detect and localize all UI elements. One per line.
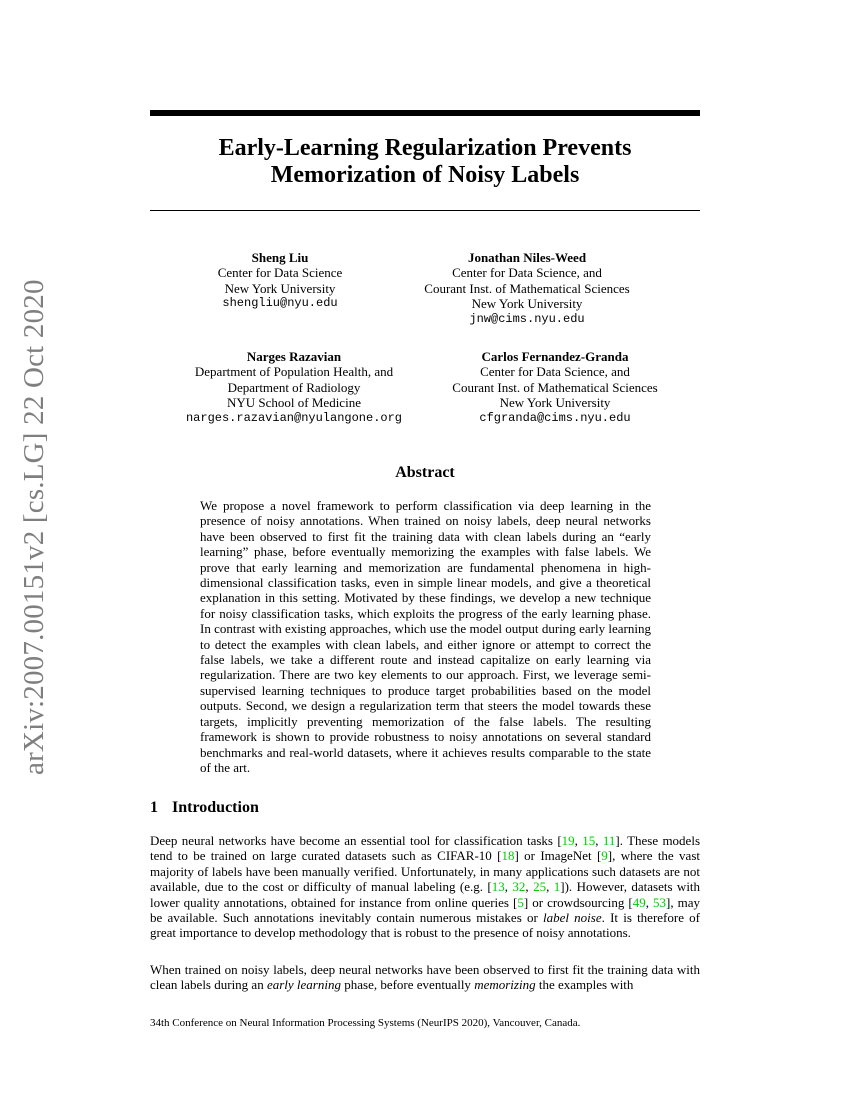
text-run: , [525, 879, 534, 895]
emphasis: early learning [266, 977, 341, 993]
text-run: ], where the vast majority of labels have been manually verified. Unfortunately, in many applications such datasets are not available, due to the cost or difficulty of manual labeling (e.g. [ [150, 848, 700, 895]
title-line-2: Memorization of Noisy Labels [270, 162, 580, 188]
citation-link[interactable]: 5 [517, 894, 524, 910]
conference-footnote: 34th Conference on Neural Information Processing Systems (NeurIPS 2020), Vancouver, Canada. [150, 1017, 581, 1029]
text-run: Deep neural networks have become an essential tool for classification tasks [ [150, 833, 562, 848]
abstract-heading: Abstract [395, 464, 455, 481]
citation-link[interactable]: 19 [561, 833, 575, 848]
author-affiliation: Courant Inst. of Mathematical Sciences [424, 280, 630, 296]
citation-link[interactable]: 13 [491, 879, 505, 895]
text-run: , [595, 833, 603, 848]
author-affiliation: New York University [471, 296, 583, 312]
author-block-1 [180, 250, 380, 312]
author-name: Narges Razavian [246, 349, 342, 364]
citation-link[interactable]: 9 [601, 848, 608, 864]
author-email: narges.razavian@nyulangone.org [185, 410, 403, 425]
author-affiliation: Department of Population Health, and [194, 364, 394, 380]
author-affiliation: New York University [224, 280, 336, 296]
intro-paragraph-2 [150, 962, 700, 993]
author-affiliation: Center for Data Science, and [480, 364, 630, 380]
author-block-4 [430, 349, 680, 426]
author-email: cfgranda@cims.nyu.edu [479, 410, 631, 425]
author-name: Jonathan Niles-Weed [467, 250, 587, 265]
text-run: ]. These models tend to be trained on large curated datasets such as CIFAR-10 [ [150, 833, 700, 864]
text-run: , [546, 879, 554, 895]
citation-link[interactable]: 18 [501, 848, 515, 864]
text-run: the examples with [535, 977, 634, 993]
emphasis: label noise [542, 910, 602, 926]
author-affiliation: Center for Data Science, and [452, 265, 602, 281]
text-run: , [504, 879, 513, 895]
section-number: 1 [150, 799, 158, 816]
author-affiliation: NYU School of Medicine [227, 395, 361, 411]
title-top-rule [150, 110, 700, 116]
author-name: Sheng Liu [251, 250, 309, 265]
citation-link[interactable]: 32 [512, 879, 526, 895]
author-affiliation: Department of Radiology [227, 379, 361, 395]
text-run: ] or ImageNet [ [514, 848, 602, 864]
text-run: . It is therefore of great importance to develop methodology that is robust to the presence of noisy annotations. [150, 910, 701, 941]
author-name: Carlos Fernandez-Granda [481, 349, 629, 364]
author-affiliation: New York University [499, 395, 611, 411]
author-email: shengliu@nyu.edu [222, 296, 338, 311]
author-affiliation: Center for Data Science [217, 265, 343, 281]
text-run: , [574, 833, 583, 848]
text-run: When trained on noisy labels, deep neural networks have been observed to first fit the training data with clean labels during an [150, 962, 700, 993]
abstract-text: We propose a novel framework to perform classification via deep learning in the presence of noisy annotations. When trained on noisy labels, deep neural networks have been observed to first fit the training data with clean labels during an “early learning” phase, before eventually memorizing the examples with false labels. We prove that early learning and memorization are fundamental phenomena in high-dimensional classification tasks, even in simple linear models, and give a theoretical explanation in this setting. Motivated by these findings, we develop a new technique for noisy classification tasks, which exploits the progress of the early learning phase. In contrast with existing approaches, which use the model output during early learning to detect the examples with clean labels, and either ignore or attempt to correct the false labels, we take a different route and instead capitalize on early learning via regularization. There are two key elements to our approach. First, we leverage semi-supervised learning techniques to produce target probabilities based on the model outputs. Second, we design a regularization term that steers the model towards these targets, implicitly preventing memorization of the false labels. The resulting framework is shown to provide robustness to noisy annotations on several standard benchmarks and real-world datasets, where it achieves results comparable to the state of the art. [200, 498, 651, 775]
title-line-1: Early-Learning Regularization Prevents [218, 135, 632, 161]
citation-link[interactable]: 11 [602, 833, 616, 848]
citation-link[interactable]: 15 [582, 833, 596, 848]
title-bottom-rule [150, 210, 700, 211]
arxiv-identifier: arXiv:2007.00151v2 [cs.LG] 22 Oct 2020 [18, 279, 50, 775]
citation-link[interactable]: 1 [553, 879, 561, 895]
author-email: jnw@cims.nyu.edu [469, 311, 585, 326]
author-block-3 [170, 349, 418, 426]
section-title: Introduction [172, 799, 259, 816]
author-block-2 [402, 250, 652, 327]
text-run: ]). However, datasets with lower quality annotations, obtained for instance from online queries [ [150, 879, 701, 910]
text-run: phase, before eventually [340, 977, 475, 993]
section-heading-introduction [150, 799, 259, 817]
citation-link[interactable]: 49 [632, 894, 646, 910]
citation-link[interactable]: 53 [653, 894, 667, 910]
text-run: , [645, 894, 654, 910]
emphasis: memorizing [474, 977, 536, 993]
paper-title [150, 135, 700, 189]
text-run: ], may be available. Such annotations inevitably contain numerous mistakes or [150, 894, 701, 926]
intro-paragraph-1 [150, 833, 700, 941]
text-run: ] or crowdsourcing [ [523, 894, 633, 910]
citation-link[interactable]: 25 [533, 879, 547, 895]
author-affiliation: Courant Inst. of Mathematical Sciences [452, 379, 658, 395]
